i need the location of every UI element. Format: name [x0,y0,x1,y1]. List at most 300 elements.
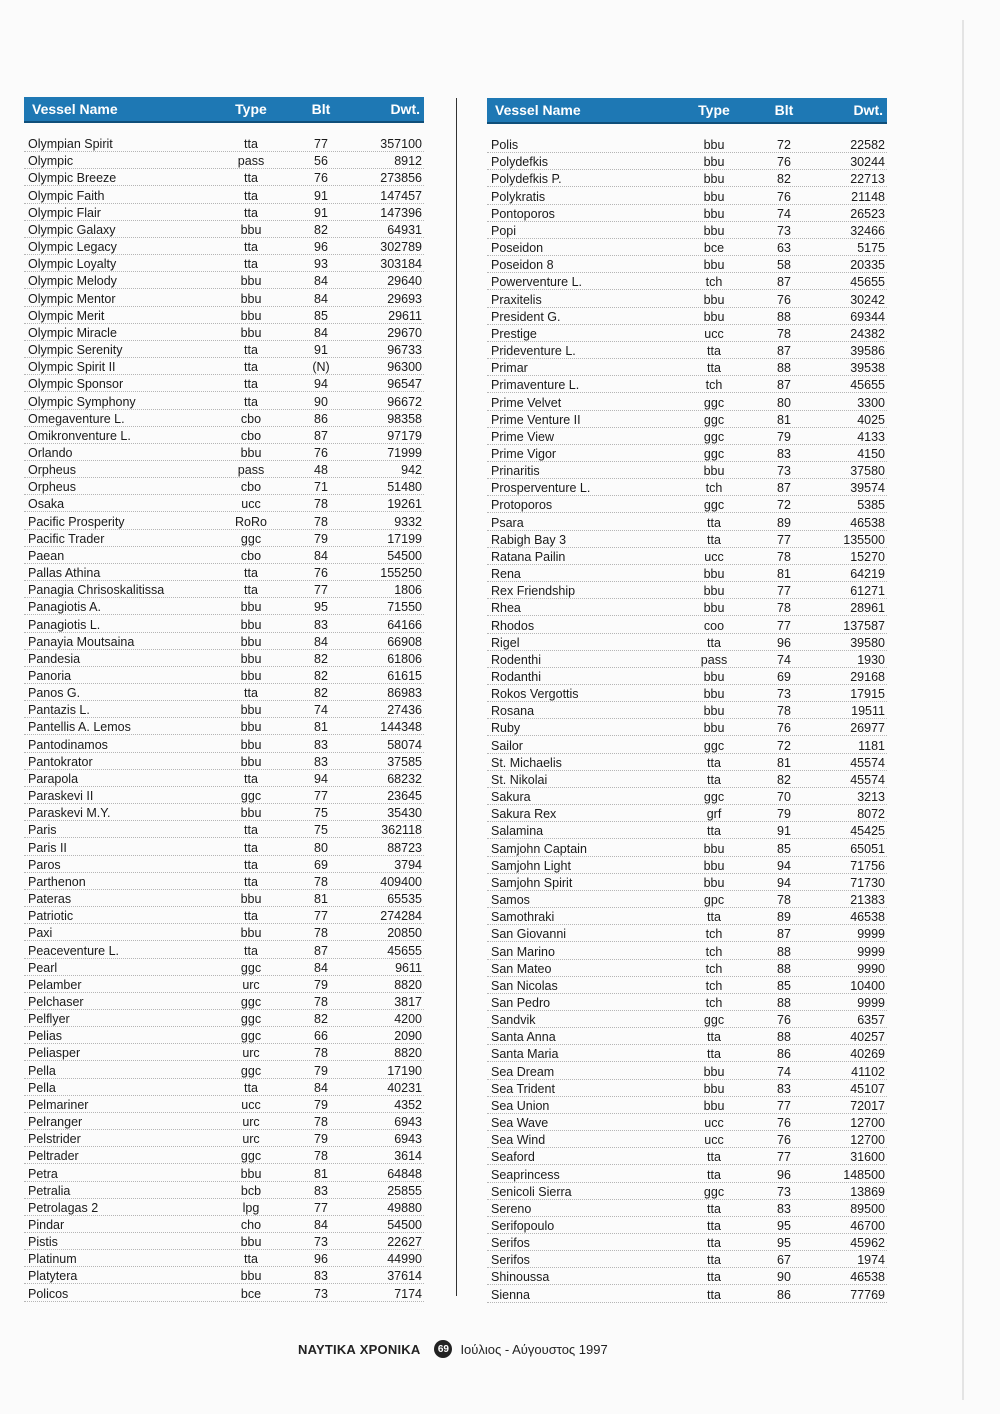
table-row [487,1097,887,1114]
vessel-name-cell: Rigel [491,635,520,650]
vessel-name-cell: Paris [28,823,57,838]
vessel-built-cell: 82 [314,651,328,666]
vessel-name-cell: Policos [28,1286,69,1301]
vessel-dwt-cell: 54500 [387,1218,422,1232]
vessel-dwt-cell: 65051 [850,841,885,856]
vessel-dwt-cell: 64166 [387,617,422,632]
vessel-dwt-cell: 45107 [850,1081,885,1096]
vessel-type-cell: tta [707,1030,721,1045]
vessel-type-cell: ggc [703,429,725,444]
vessel-type-cell: bbu [240,445,262,460]
vessel-type-cell: tta [707,1201,721,1216]
vessel-dwt-cell: 29611 [388,308,422,323]
vessel-dwt-cell: 20850 [387,926,422,941]
vessel-type-cell: ggc [240,531,262,546]
vessel-type-cell: tch [705,995,723,1010]
vessel-name-cell: Orlando [28,445,73,460]
vessel-name-cell: Olympic [28,154,74,169]
table-row [487,205,887,222]
vessel-dwt-cell: 44990 [387,1252,422,1267]
vessel-name-cell: San Mateo [491,961,552,976]
table-row [487,359,887,376]
vessel-dwt-cell: 19511 [851,704,885,719]
vessel-dwt-cell: 61806 [387,651,422,666]
vessel-built-cell: 83 [314,617,328,632]
vessel-type-cell: bcb [240,1183,262,1198]
vessel-name-cell: St. Nikolai [491,772,548,787]
vessel-type-cell: ucc [241,497,261,512]
table-row [487,908,887,925]
vessel-dwt-cell: 9999 [857,944,885,959]
table-row [24,1061,424,1078]
vessel-type-cell: bbu [240,1269,262,1284]
vessel-built-cell: 96 [314,1252,328,1267]
vessel-type-cell: tta [244,566,258,581]
vessel-type-cell: urc [242,1115,260,1130]
vessel-dwt-cell: 97179 [387,428,422,443]
vessel-type-cell: ggc [240,1063,262,1078]
vessel-name-cell: Praxitelis [491,292,542,307]
table-row [487,839,887,856]
vessel-built-cell: 79 [777,807,791,822]
vessel-built-cell: 82 [314,1012,328,1027]
vessel-type-cell: bbu [703,1098,725,1113]
table-row [24,530,424,547]
table-row [24,564,424,581]
header-built: Blt [774,102,794,118]
vessel-type-cell: tta [244,137,258,152]
vessel-built-cell: 78 [314,497,328,512]
issue-date: Ιούλιος - Αύγουστος 1997 [460,1341,608,1357]
vessel-built-cell: 85 [777,978,791,993]
vessel-built-cell: 79 [314,1063,328,1078]
vessel-dwt-cell: 26523 [850,206,885,221]
vessel-built-cell: 84 [314,634,328,649]
vessel-name-cell: Orpheus [28,480,76,495]
vessel-dwt-cell: 147457 [380,188,422,203]
vessel-built-cell: 81 [314,1166,328,1181]
table-row [487,445,887,462]
vessel-built-cell: 84 [314,548,328,563]
table-row [24,238,424,255]
table-row [487,1114,887,1131]
vessel-type-cell: tta [707,1047,721,1062]
vessel-built-cell: 79 [314,531,328,546]
vessel-type-cell: cbo [240,411,262,426]
vessel-name-cell: Polydefkis [491,155,548,170]
vessel-name-cell: Olympic Breeze [28,171,117,186]
table-row [24,821,424,838]
vessel-built-cell: 82 [777,772,791,787]
vessel-dwt-cell: 1930 [857,652,885,667]
vessel-name-cell: Peltrader [28,1149,79,1164]
vessel-built-cell: 77 [777,532,791,547]
vessel-dwt-cell: 40231 [387,1080,422,1095]
vessel-type-cell: ggc [703,1013,725,1028]
table-row [24,1216,424,1233]
vessel-name-cell: Olympic Sponsor [28,377,124,392]
vessel-built-cell: 77 [314,789,328,804]
table-row [487,411,887,428]
vessel-built-cell: 87 [314,943,328,958]
vessel-built-cell: 83 [314,1183,328,1198]
vessel-table-right [487,98,887,1303]
vessel-built-cell: 77 [314,583,328,598]
vessel-type-cell: tta [244,343,258,358]
vessel-dwt-cell: 39574 [850,481,885,496]
vessel-name-cell: Ratana Pailin [491,549,566,564]
table-row [487,1183,887,1200]
vessel-name-cell: Rokos Vergottis [491,687,579,702]
vessel-type-cell: bbu [703,687,725,702]
vessel-name-cell: Seaford [491,1150,535,1165]
vessel-type-cell: tta [707,772,721,787]
vessel-built-cell: 96 [777,1167,791,1182]
vessel-type-cell: gpc [703,893,725,908]
vessel-type-cell: tta [244,1080,258,1095]
vessel-type-cell: tch [705,275,723,290]
vessel-built-cell: 84 [314,1218,328,1232]
vessel-name-cell: Powerventure L. [491,275,583,290]
vessel-built-cell: 90 [777,1270,791,1285]
table-row [24,650,424,667]
vessel-name-cell: Pontoporos [491,206,555,221]
table-row [24,272,424,289]
vessel-name-cell: Paris II [28,840,67,855]
table-row [487,994,887,1011]
vessel-type-cell: tta [244,1252,258,1267]
vessel-built-cell: 76 [314,445,328,460]
vessel-built-cell: 56 [314,154,328,169]
vessel-name-cell: Pantokrator [28,754,93,769]
vessel-dwt-cell: 77769 [850,1287,885,1302]
vessel-built-cell: 91 [314,343,328,358]
vessel-type-cell: tta [244,943,258,958]
vessel-dwt-cell: 45655 [850,275,885,290]
vessel-name-cell: Pelflyer [28,1012,70,1027]
table-row [24,1113,424,1130]
vessel-built-cell: 69 [314,857,328,872]
vessel-name-cell: Sea Wind [491,1133,546,1148]
vessel-dwt-cell: 29168 [850,670,885,684]
vessel-name-cell: Rhodos [491,618,535,633]
vessel-name-cell: San Nicolas [491,978,558,993]
vessel-dwt-cell: 7174 [394,1286,422,1301]
vessel-built-cell: 96 [777,635,791,650]
vessel-built-cell: 86 [777,1287,791,1302]
vessel-type-cell: ggc [703,790,725,805]
vessel-built-cell: 72 [777,138,791,153]
table-row [487,1045,887,1062]
vessel-name-cell: Panayia Moutsaina [28,634,135,649]
vessel-name-cell: Pacific Prosperity [28,514,125,529]
vessel-built-cell: 82 [314,669,328,683]
vessel-type-cell: ggc [703,1184,725,1199]
table-row [487,616,887,633]
vessel-name-cell: Primar [491,361,528,376]
vessel-name-cell: Patriotic [28,909,74,924]
vessel-dwt-cell: 4352 [394,1097,422,1112]
vessel-built-cell: 78 [777,704,791,719]
vessel-dwt-cell: 46700 [850,1219,885,1233]
vessel-built-cell: 91 [314,205,328,220]
vessel-built-cell: 77 [314,137,328,152]
vessel-built-cell: 80 [777,395,791,410]
table-row [487,822,887,839]
vessel-name-cell: Polis [491,138,519,153]
vessel-dwt-cell: 46538 [850,910,885,925]
vessel-name-cell: Pelias [28,1029,63,1044]
vessel-type-cell: bbu [703,309,725,324]
vessel-type-cell: cbo [240,428,262,443]
table-row [24,718,424,735]
vessel-type-cell: tch [705,378,723,393]
table-row [487,462,887,479]
table-row [24,427,424,444]
vessel-dwt-cell: 46538 [850,1270,885,1285]
vessel-type-cell: bbu [703,155,725,170]
table-row [24,221,424,238]
table-row [24,152,424,169]
table-row [24,358,424,375]
vessel-built-cell: 89 [777,515,791,530]
vessel-dwt-cell: 8820 [394,1046,422,1061]
vessel-built-cell: 73 [777,464,791,479]
table-header [487,98,887,122]
vessel-dwt-cell: 96733 [387,343,422,358]
vessel-type-cell: tta [707,1253,721,1268]
vessel-built-cell: 87 [777,378,791,393]
table-row [487,170,887,187]
vessel-name-cell: Platinum [28,1252,77,1267]
vessel-dwt-cell: 24382 [850,326,885,341]
vessel-name-cell: Paxi [28,926,53,941]
table-row [24,1164,424,1181]
table-row [24,993,424,1010]
page-number: 69 [434,1340,452,1358]
vessel-dwt-cell: 8912 [394,154,422,169]
vessel-dwt-cell: 30244 [850,155,885,170]
vessel-name-cell: Olympic Flair [28,205,101,220]
vessel-built-cell: 89 [777,910,791,925]
table-row [487,1028,887,1045]
vessel-dwt-cell: 9999 [857,995,885,1010]
vessel-dwt-cell: 64931 [387,222,422,237]
vessel-dwt-cell: 13869 [850,1184,885,1199]
vessel-dwt-cell: 71756 [850,858,885,873]
vessel-dwt-cell: 35430 [387,806,422,821]
table-row [487,599,887,616]
vessel-type-cell: bbu [703,584,725,599]
vessel-dwt-cell: 8072 [857,807,885,822]
vessel-name-cell: Omegaventure L. [28,411,125,426]
vessel-built-cell: 76 [777,1133,791,1148]
vessel-built-cell: 95 [314,600,328,615]
vessel-type-cell: ggc [240,960,262,975]
vessel-type-cell: ggc [240,789,262,804]
vessel-dwt-cell: 15270 [850,549,885,564]
vessel-dwt-cell: 12700 [850,1133,885,1148]
vessel-dwt-cell: 61271 [850,584,885,599]
vessel-built-cell: 77 [777,1150,791,1165]
vessel-built-cell: 74 [777,652,791,667]
vessel-built-cell: 67 [777,1253,791,1268]
vessel-dwt-cell: 20335 [850,258,885,273]
vessel-type-cell: tta [244,874,258,889]
table-row [24,547,424,564]
vessel-built-cell: 71 [314,480,328,495]
vessel-built-cell: 78 [314,874,328,889]
vessel-type-cell: RoRo [235,514,267,529]
table-row [487,651,887,668]
vessel-name-cell: Rodanthi [491,670,542,684]
vessel-type-cell: bbu [703,172,725,187]
vessel-type-cell: ucc [704,1133,724,1148]
vessel-type-cell: tta [244,840,258,855]
vessel-name-cell: Pateras [28,892,72,907]
vessel-name-cell: Popi [491,223,517,238]
vessel-dwt-cell: 98358 [387,411,422,426]
vessel-built-cell: 88 [777,1030,791,1045]
vessel-type-cell: ggc [240,994,262,1009]
table-row [487,239,887,256]
vessel-dwt-cell: 31600 [850,1150,885,1165]
vessel-dwt-cell: 27436 [387,703,422,718]
vessel-built-cell: 81 [314,892,328,907]
vessel-built-cell: 74 [777,1064,791,1079]
table-row [487,531,887,548]
vessel-type-cell: cbo [240,480,262,495]
vessel-name-cell: President G. [491,309,561,324]
vessel-name-cell: Pantazis L. [28,703,90,718]
vessel-type-cell: bbu [703,601,725,616]
table-row [487,1165,887,1182]
vessel-dwt-cell: 89500 [850,1201,885,1216]
vessel-type-cell: tta [244,686,258,701]
table-row [487,1234,887,1251]
vessel-name-cell: Pallas Athina [28,566,101,581]
vessel-type-cell: bbu [240,926,262,941]
vessel-name-cell: Salamina [491,824,544,839]
vessel-dwt-cell: 9999 [857,927,885,942]
vessel-built-cell: 48 [314,463,328,478]
table-row [24,461,424,478]
vessel-name-cell: Serifos [491,1253,530,1268]
vessel-dwt-cell: 942 [401,463,422,478]
vessel-name-cell: Pelranger [28,1115,83,1130]
vessel-built-cell: 96 [314,240,328,255]
vessel-dwt-cell: 144348 [380,720,422,735]
vessel-built-cell: 75 [314,823,328,838]
table-row [24,667,424,684]
vessel-type-cell: bbu [240,669,262,683]
table-row [24,890,424,907]
vessel-built-cell: 90 [314,394,328,409]
table-row [487,1251,887,1268]
vessel-name-cell: Sandvik [491,1013,536,1028]
vessel-dwt-cell: 1181 [858,738,885,753]
vessel-type-cell: bbu [240,1235,262,1250]
vessel-name-cell: Sea Union [491,1098,550,1113]
vessel-name-cell: Pistis [28,1235,58,1250]
vessel-type-cell: tta [707,910,721,925]
vessel-name-cell: Rhea [491,601,521,616]
vessel-type-cell: ggc [703,738,725,753]
vessel-dwt-cell: 45655 [387,943,422,958]
table-row [24,341,424,358]
vessel-name-cell: Pella [28,1080,56,1095]
vessel-dwt-cell: 22627 [387,1235,422,1250]
vessel-name-cell: Olympic Symphony [28,394,136,409]
vessel-type-cell: ggc [703,446,725,461]
table-row [487,548,887,565]
vessel-dwt-cell: 17190 [387,1063,422,1078]
vessel-built-cell: 84 [314,291,328,306]
vessel-built-cell: (N) [312,360,330,375]
vessel-built-cell: 79 [314,977,328,992]
vessel-name-cell: Pindar [28,1218,65,1232]
header-type: Type [235,101,267,117]
vessel-type-cell: bbu [703,567,725,582]
table-row [487,136,887,153]
vessel-name-cell: Samjohn Captain [491,841,587,856]
vessel-dwt-cell: 96300 [387,360,422,375]
vessel-dwt-cell: 147396 [380,205,422,220]
table-row [24,375,424,392]
vessel-built-cell: 78 [777,326,791,341]
table-row [24,324,424,341]
vessel-type-cell: cbo [240,548,262,563]
vessel-built-cell: 88 [777,361,791,376]
vessel-type-cell: bbu [703,292,725,307]
header-dwt: Dwt. [390,101,420,117]
table-row [24,1010,424,1027]
vessel-name-cell: Parthenon [28,874,86,889]
vessel-dwt-cell: 46538 [850,515,885,530]
vessel-dwt-cell: 71999 [387,445,422,460]
vessel-built-cell: 73 [314,1286,328,1301]
vessel-dwt-cell: 39580 [850,635,885,650]
table-row [487,857,887,874]
vessel-name-cell: Shinoussa [491,1270,550,1285]
vessel-name-cell: Olympic Faith [28,188,105,203]
header-built: Blt [311,101,331,117]
vessel-type-cell: bbu [240,806,262,821]
table-row [487,1011,887,1028]
vessel-name-cell: Petrolagas 2 [28,1200,99,1215]
table-row [24,615,424,632]
vessel-type-cell: cho [240,1218,262,1232]
vessel-name-cell: Panos G. [28,686,81,701]
vessel-name-cell: Olympic Loyalty [28,257,117,272]
vessel-built-cell: 93 [314,257,328,272]
vessel-built-cell: 76 [777,1116,791,1131]
vessel-built-cell: 91 [777,824,791,839]
table-row [487,222,887,239]
vessel-dwt-cell: 137587 [843,618,885,633]
table-row [24,959,424,976]
vessel-type-cell: ucc [704,326,724,341]
table-row [487,1080,887,1097]
vessel-name-cell: Seaprincess [491,1167,560,1182]
table-row [24,924,424,941]
vessel-built-cell: 88 [777,944,791,959]
vessel-name-cell: Pacific Trader [28,531,105,546]
vessel-dwt-cell: 135500 [843,532,885,547]
vessel-type-cell: bbu [240,634,262,649]
vessel-built-cell: 87 [777,344,791,359]
vessel-type-cell: ucc [704,1116,724,1131]
